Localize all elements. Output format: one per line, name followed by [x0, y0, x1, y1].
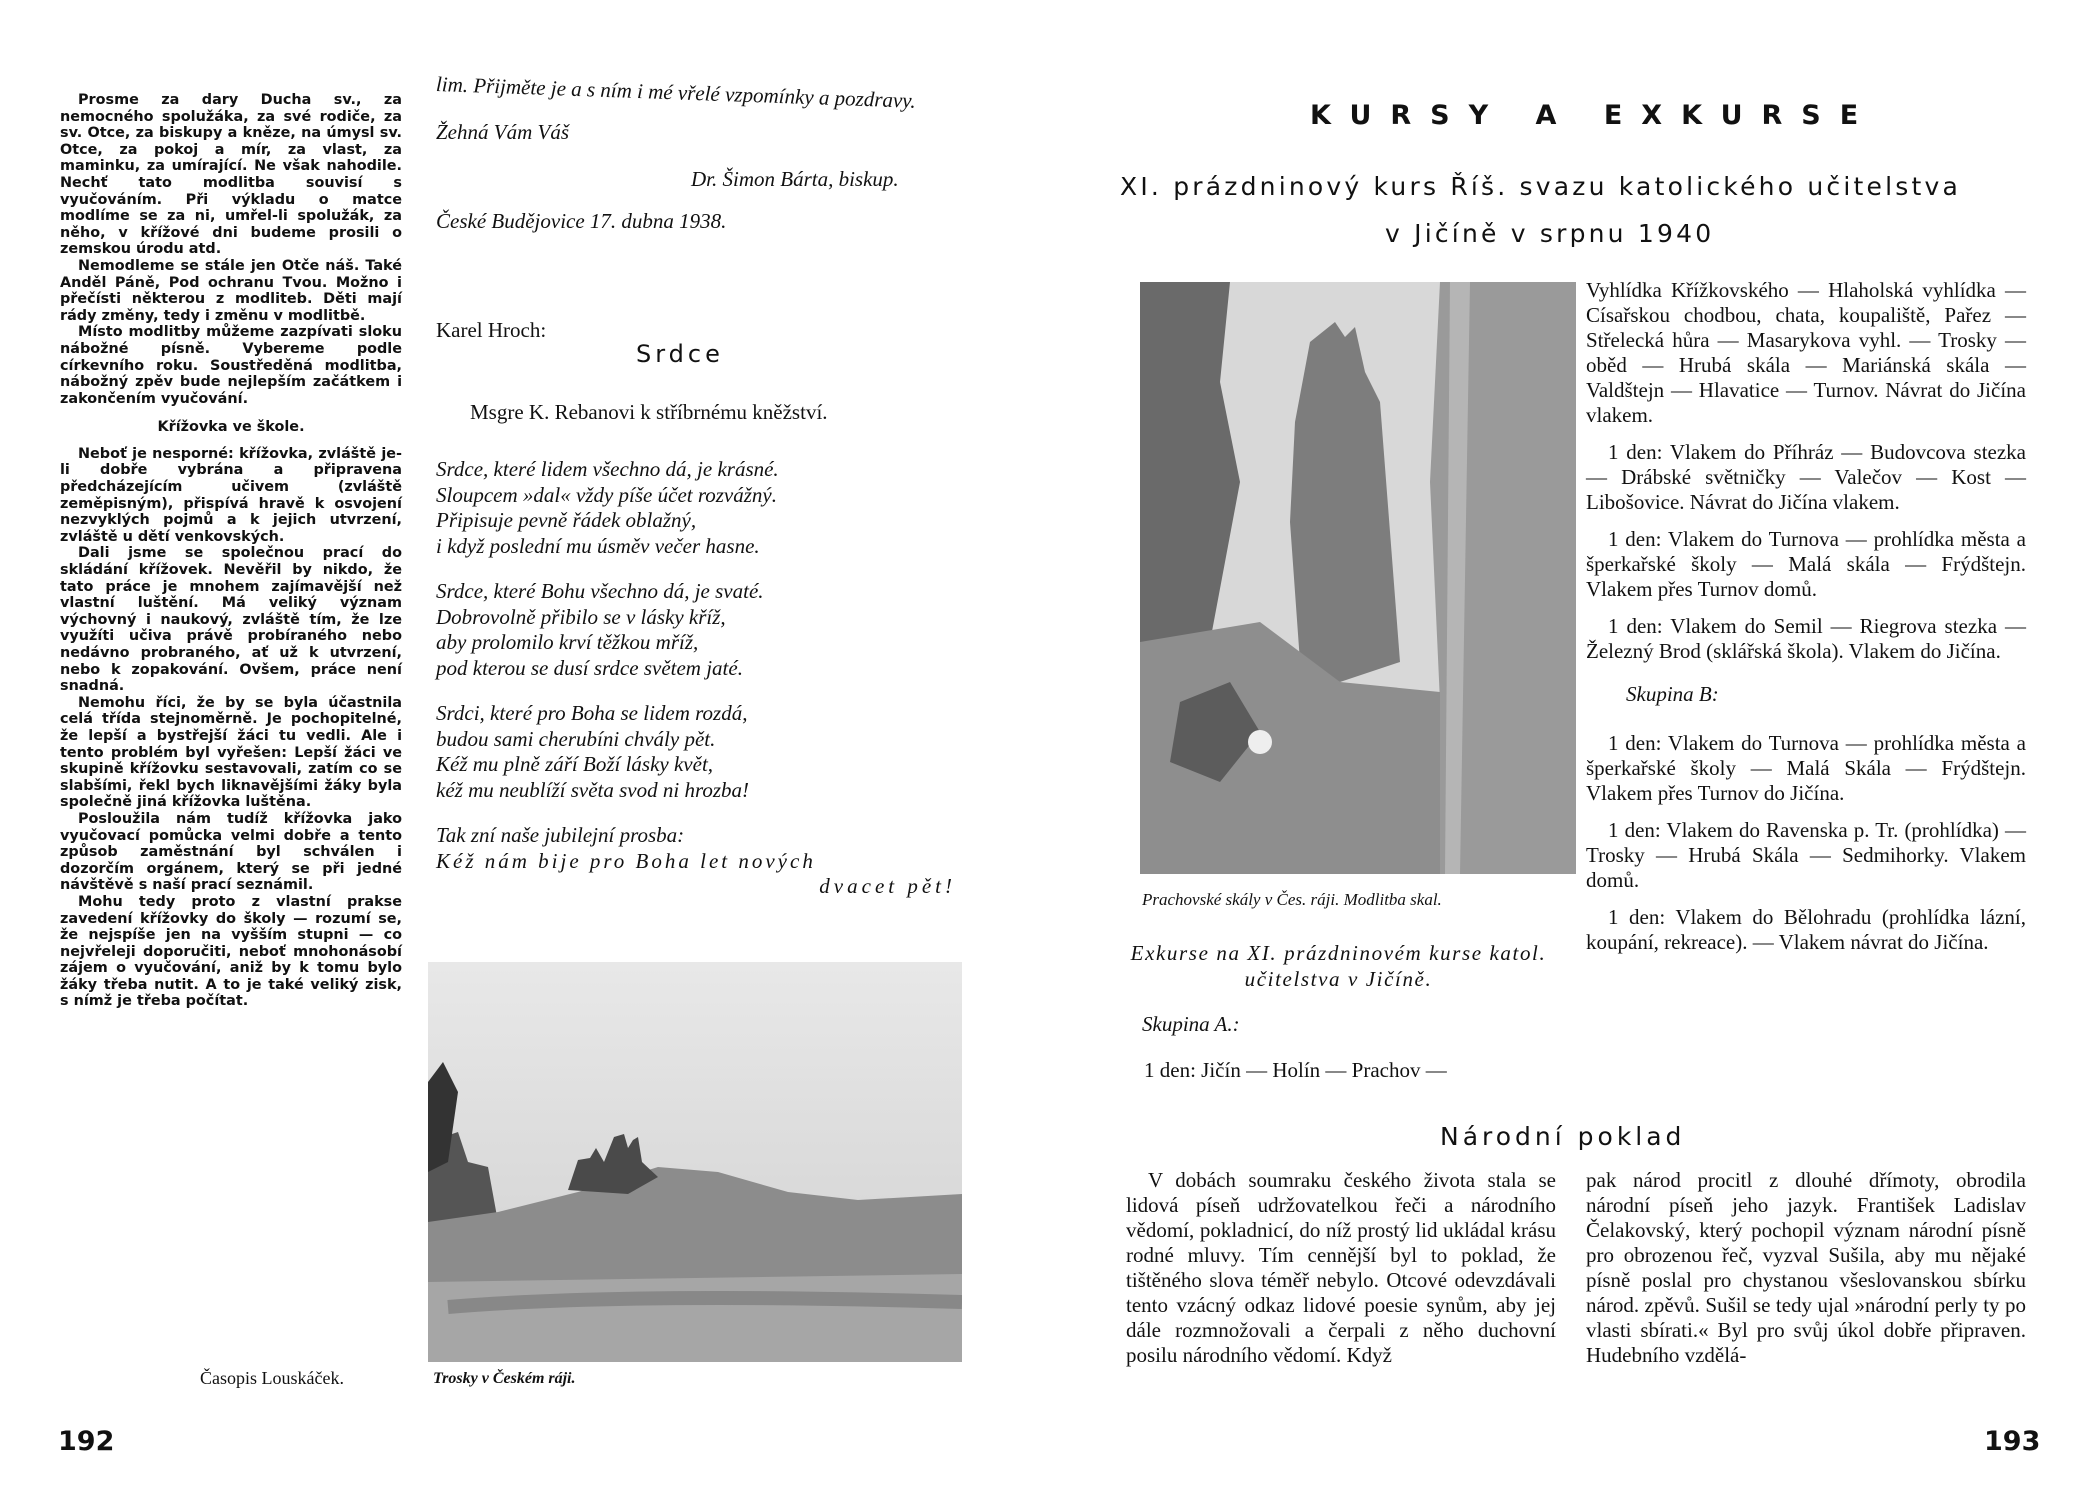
course-subtitle-date: v Jičíně v srpnu 1940	[1385, 219, 1715, 248]
letter-closing	[436, 72, 966, 234]
poem-body	[436, 457, 976, 920]
poem-line: Sloupcem »dal« vždy píše účet rozvážný.	[436, 482, 777, 507]
itinerary-column	[1586, 278, 2026, 967]
paragraph: V dobách soumraku českého života stala se lidová píseň udržovatelkou řeči a národního vědomí, pokladnicí, do níž prostý lid ukládal krásu rodné mluvy. Tím cennější byl to poklad, že tištěného slova téměř nebylo. Otcové odevzdávali tento vzácný odkaz lidové poesie synům, aby jej dále rozmnožovali a čerpali z něho duchovní posilu národního vědomí. Když	[1126, 1168, 1556, 1367]
section-title: KURSY A EXKURSE	[1310, 100, 1878, 131]
prachov-photo-drawing	[1140, 282, 1576, 874]
itinerary-paragraph: Vyhlídka Křížkovského — Hlaholská vyhlídka — Císařskou chodbou, chata, koupaliště, Pařez — Střelecká hůra — Masarykova vyhl. — Trosky — oběd — Hrubá skála — Mariánská skála — Valdštejn — Hlavatice — Turnov. Návrat do Jičína vlakem.	[1586, 278, 2026, 427]
trosky-photo-drawing	[428, 962, 962, 1362]
poem-line: pod kterou se dusí srdce světem jaté.	[436, 655, 743, 680]
letter-line: Žehná Vám Váš	[436, 119, 569, 144]
poem-line: aby prolomilo krví těžkou mříž,	[436, 630, 699, 654]
group-b-label: Skupina B:	[1626, 682, 1719, 706]
itinerary-day: 1 den: Vlakem do Příhráz — Budovcova stezka — Drábské světničky — Valečov — Kost — Libošovice. Návrat do Jičína vlakem.	[1586, 440, 2026, 514]
national-treasure-right	[1586, 1168, 2026, 1380]
group-a-label: Skupina A.:	[1142, 1012, 1240, 1036]
letter-date: České Budějovice 17. dubna 1938.	[436, 208, 727, 233]
paragraph: Prosme za dary Ducha sv., za nemocného spolužáka, za své rodiče, za sv. Otce, za biskupy a kněze, na úmysl sv. Otce, za pokoj a mír, za vlast, za maminku, za umírající. Ne však nahodile. Nechť tato modlitba souvisí s vyučováním. Při výkladu o matce modlíme se za ni, umřel-li spolužák, za něho, v křížové dni budeme prosili o zemskou úrodu atd.	[60, 92, 402, 258]
page-number-right: 193	[1984, 1426, 2041, 1457]
poem-line: Srdci, které pro Boha se lidem rozdá,	[436, 701, 748, 725]
left-column-text	[60, 92, 402, 1010]
itinerary-day: 1 den: Vlakem do Turnova — prohlídka města a šperkařské školy — Malá skála — Frýdštejn. Vlakem přes Turnov domů.	[1586, 527, 2026, 601]
national-treasure-heading: Národní poklad	[1440, 1122, 1686, 1151]
poem-line: Tak zní naše jubilejní prosba:	[436, 823, 685, 847]
page-number-left: 192	[58, 1426, 115, 1457]
itinerary-day: 1 den: Vlakem do Bělohradu (prohlídka lázní, koupání, rekreace). — Vlakem návrat do Jičína.	[1586, 905, 2026, 954]
course-subtitle: XI. prázdninový kurs Říš. svazu katolického učitelstva	[1120, 172, 1961, 201]
poem-line: dvacet pět!	[819, 874, 956, 898]
letter-signature: Dr. Šimon Bárta, biskup.	[691, 167, 899, 191]
poem-line: Kéž nám bije pro Boha let nových	[436, 848, 816, 873]
letter-line: lim. Přijměte je a s ním i mé vřelé vzpomínky a pozdravy.	[435, 72, 917, 113]
poem-line: budou sami cherubíni chvály pět.	[436, 726, 716, 751]
paragraph: Posloužila nám tudíž křížovka jako vyučovací pomůcka velmi dobře a tento způsob zaměstnání byl schválen i dozorčím orgánem, který se při jedné návštěvě s naší prací seznámil.	[60, 810, 402, 894]
poem-line: Srdce, které lidem všechno dá, je krásné.	[436, 457, 779, 481]
paragraph: Nemohu říci, že by se byla účastnila celá třída stejnoměrně. Je pochopitelné, že lepší a bystřejší žáci tu vedli. Ale i tento problém byl vyřešen: Lepší žáci ve skupině křížovku sestavovali, zatím co se slabšími, řekl bych liknavějšími žáky byla společně jiná křížovka luštěna.	[60, 694, 402, 811]
poem-stanza	[436, 579, 976, 681]
paragraph: Mohu tedy proto z vlastní prakse zavedení křížovky do školy — rozumí se, že nejspíše jen na vyšším stupni — co nejvřeleji doporučiti, neboť mnohonásobí zájem o vyučování, aniž by k tomu bylo žáky třeba nutit. A to je také veliký zisk, s nímž je třeba počítat.	[60, 893, 402, 1010]
paragraph: Místo modlitby můžeme zazpívati sloku nábožné písně. Vybereme podle církevního roku. Soustředěná modlitba, nábožný zpěv bude nejlepším začátkem i zakončením vyučování.	[60, 324, 402, 407]
poem-line: i když poslední mu úsměv večer hasne.	[436, 533, 760, 558]
poem-dedication: Msgre K. Rebanovi k stříbrnému kněžství.	[470, 400, 828, 424]
source-signature: Časopis Louskáček.	[200, 1368, 344, 1388]
poem-line: Dobrovolně přibilo se v lásky kříž,	[436, 604, 726, 629]
trosky-photo	[428, 962, 962, 1362]
itinerary-day: 1 den: Vlakem do Turnova — prohlídka města a šperkařské školy — Malá Skála — Frýdštejn. Vlakem přes Turnov do Jičína.	[1586, 731, 2026, 805]
poem-line: Srdce, které Bohu všechno dá, je svaté.	[436, 579, 764, 603]
paragraph: Dali jsme se společnou prací do skládání křížovek. Nevěřil by nikdo, že tato práce je mnohem zajímavější než vlastní luštění. Má veliký význam výchovný i naukový, zvláště tím, že lze využíti učiva právě probíraného nebo nedávno probraného, ať už k utvrzení, nebo k zopakování. Ovšem, práce není snadná.	[60, 545, 402, 695]
prachov-photo	[1140, 282, 1576, 874]
poem-title: Srdce	[636, 340, 724, 368]
poem-line: Připisuje pevně řádek oblažný,	[436, 508, 697, 532]
trosky-photo-caption: Trosky v Českém ráji.	[433, 1370, 576, 1387]
poem-author: Karel Hroch:	[436, 318, 547, 342]
paragraph: Neboť je nesporné: křížovka, zvláště je-li dobře vybrána a připravena předcházejícím učivem (zvláště zeměpisným), přispívá hravě k osvojení nezvyklých pojmů a k jejich utvrzení, zvláště u dětí venkovských.	[60, 445, 402, 545]
paragraph: pak národ procitl z dlouhé dřímoty, obrodila národní píseň jeho jazyk. František Ladislav Čelakovský, který pochopil význam národní písně pro obrozenou řeč, vyzval Sušila, aby mu nějaké písně poslal pro chystanou všeslovanskou sbírku národ. zpěvů. Sušil se tedy ujal »národní perly ty po vlasti sbírati.« Byl pro svůj úkol dobře připraven. Hudebního vzdělá-	[1586, 1168, 2026, 1367]
itinerary-day: 1 den: Vlakem do Semil — Riegrova stezka — Železný Brod (sklářská škola). Vlakem do Jičína.	[1586, 614, 2026, 663]
poem-stanza	[436, 823, 976, 900]
poem-line: Kéž mu plně září Boží lásky květ,	[436, 752, 714, 776]
section-heading: Křížovka ve škole.	[157, 419, 305, 436]
group-a-day1: 1 den: Jičín — Holín — Prachov —	[1144, 1058, 1447, 1082]
poem-stanza	[436, 457, 976, 559]
itinerary-day: 1 den: Vlakem do Ravenska p. Tr. (prohlídka) — Trosky — Hrubá Skála — Sedmihorky. Vlakem domů.	[1586, 818, 2026, 892]
excursion-title: Exkurse na XI. prázdninovém kurse katol. učitelstva v Jičíně.	[1130, 941, 1547, 991]
poem-line: kéž mu neublíží světa svod ni hrozba!	[436, 777, 750, 802]
prachov-photo-caption: Prachovské skály v Čes. ráji. Modlitba skal.	[1142, 890, 1442, 909]
poem-stanza	[436, 701, 976, 803]
paragraph: Nemodleme se stále jen Otče náš. Také Anděl Páně, Pod ochranu Tvou. Možno i přečísti některou z modliteb. Děti mají rády změny, tedy i změnu v modlitbě.	[60, 257, 402, 324]
national-treasure-left	[1126, 1168, 1556, 1380]
